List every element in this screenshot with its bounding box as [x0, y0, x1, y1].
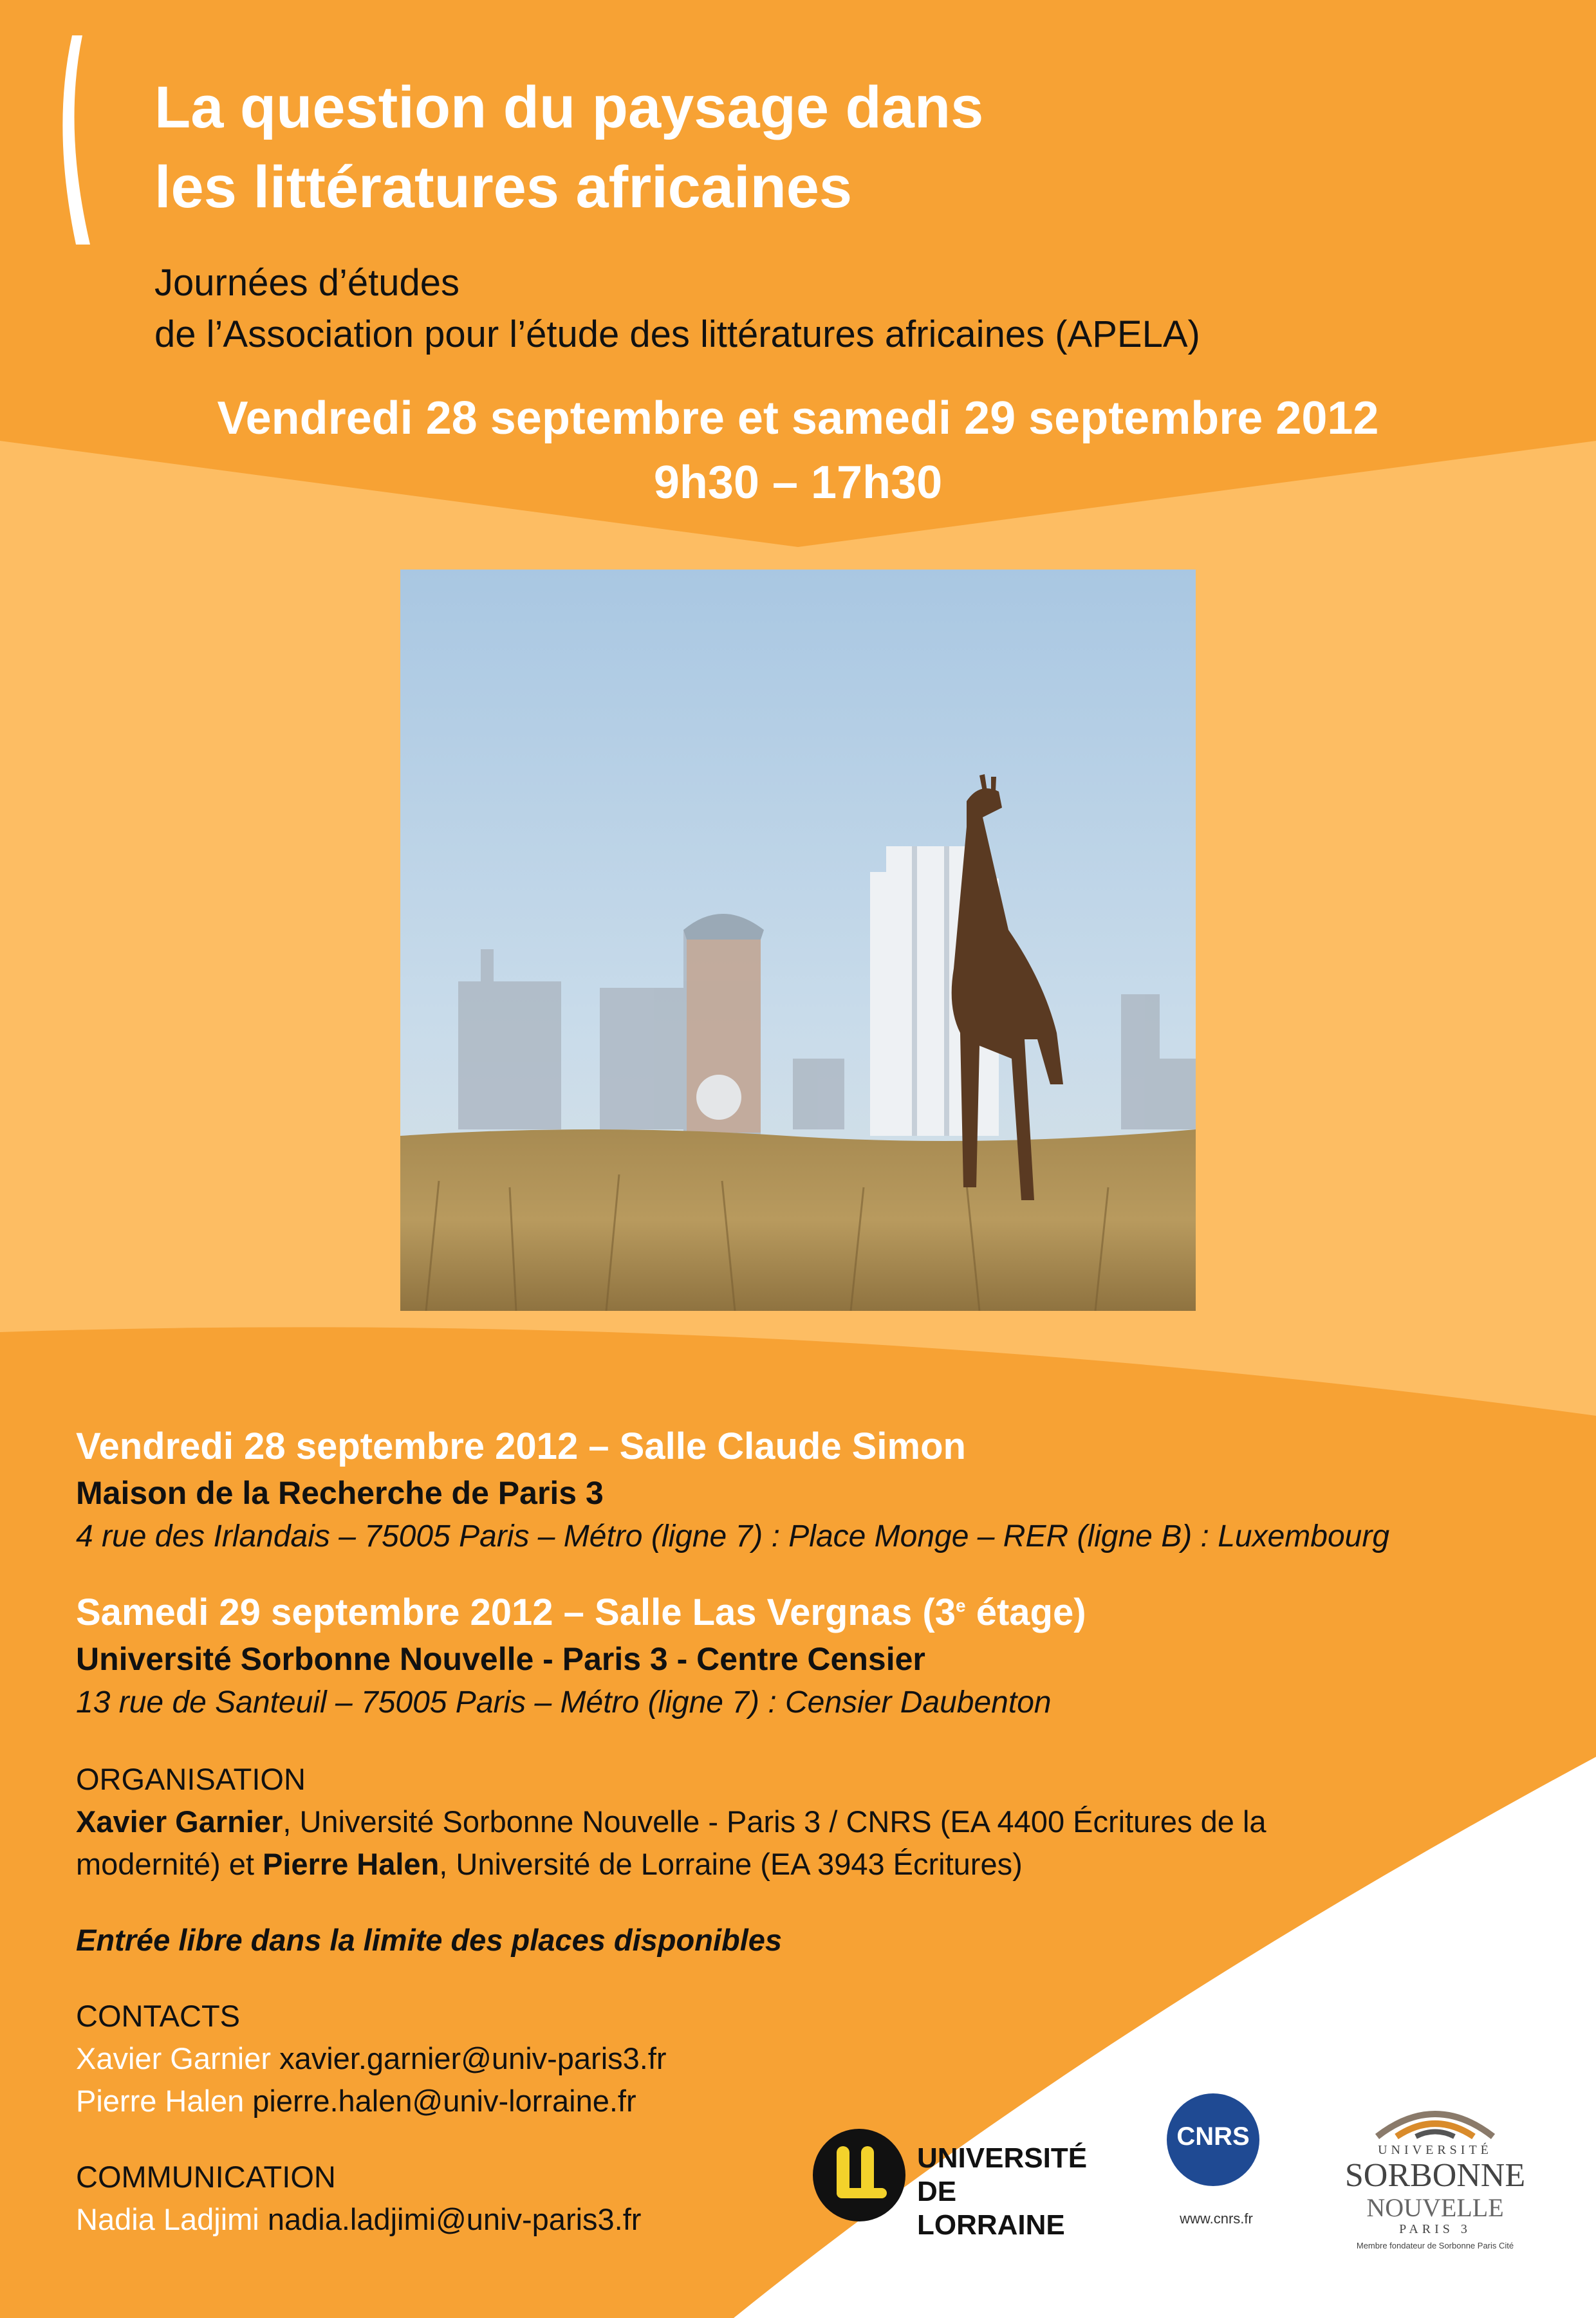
event2-address: 13 rue de Santeuil – 75005 Paris – Métro (ligne 7) : Censier Daubenton: [76, 1685, 1052, 1720]
sorbonne-nouvelle-logo: [1326, 2091, 1545, 2310]
event1-venue: Maison de la Recherche de Paris 3: [76, 1475, 604, 1511]
contact-name-2: Pierre Halen: [76, 2084, 245, 2118]
universite-de-lorraine-logo: [811, 2124, 1088, 2241]
contact-name-1: Xavier Garnier: [76, 2041, 271, 2075]
poster-title: [154, 68, 1442, 227]
event2-venue: Université Sorbonne Nouvelle - Paris 3 - Centre Censier: [76, 1641, 925, 1677]
communication-name: Nadia Ladjimi: [76, 2202, 259, 2236]
event1-heading: Vendredi 28 septembre 2012 – Salle Claude Simon: [76, 1425, 966, 1467]
communication-email[interactable]: nadia.ladjimi@univ-paris3.fr: [267, 2202, 642, 2236]
subtitle-line-1: Journées d’études: [154, 262, 459, 304]
entry-note: Entrée libre dans la limite des places disponibles: [76, 1923, 783, 1957]
event2-heading-post: étage): [965, 1591, 1086, 1633]
organisation-text-3: , Université de Lorraine (EA 3943 Écritures): [439, 1847, 1023, 1881]
title-line-2: les littératures africaines: [154, 154, 853, 220]
communication-label: COMMUNICATION: [76, 2160, 336, 2194]
event1-address: 4 rue des Irlandais – 75005 Paris – Métro (ligne 7) : Place Monge – RER (ligne B) : Luxembourg: [76, 1519, 1390, 1553]
giraffe-city-skyline-photo: [400, 570, 1196, 1311]
sorbonne-tagline: Membre fondateur de Sorbonne Paris Cité: [1356, 2241, 1514, 2250]
contacts-label: CONTACTS: [76, 1999, 241, 2033]
sorbonne-main: SORBONNE: [1344, 2157, 1526, 2194]
lorraine-line-2: DE LORRAINE: [917, 2176, 1065, 2241]
sorbonne-city: PARIS 3: [1399, 2222, 1471, 2236]
contact-email-2[interactable]: pierre.halen@univ-lorraine.fr: [252, 2084, 636, 2118]
organisation-text-1: , Université Sorbonne Nouvelle - Paris 3 / CNRS (EA 4400 Écritures de la: [283, 1804, 1267, 1839]
title-line-1: La question du paysage dans: [154, 75, 984, 140]
lorraine-line-1: UNIVERSITÉ: [917, 2142, 1088, 2174]
sorbonne-emblem-icon: [1371, 2091, 1499, 2149]
sorbonne-second: NOUVELLE: [1366, 2193, 1504, 2222]
cnrs-logo: [1146, 2091, 1287, 2239]
contact-item-1: [76, 2037, 1427, 2080]
subtitle-line-2: de l’Association pour l’étude des littératures africaines (APELA): [154, 313, 1200, 355]
lorraine-emblem-icon: [811, 2127, 907, 2223]
organisation-text-2: modernité) et: [76, 1847, 263, 1881]
cnrs-url: www.cnrs.fr: [1180, 2211, 1253, 2227]
sorbonne-top: UNIVERSITÉ: [1378, 2143, 1492, 2157]
event2-heading: [76, 1588, 1427, 1637]
event2-heading-sup: e: [956, 1595, 966, 1616]
poster-subtitle: [154, 257, 1506, 360]
cnrs-text: CNRS: [1176, 2122, 1250, 2151]
organisation-label: ORGANISATION: [76, 1762, 306, 1796]
organisation-text: [76, 1801, 1427, 1886]
dates-line-1: Vendredi 28 septembre et samedi 29 septembre 2012: [217, 393, 1379, 444]
organiser-name-2: Pierre Halen: [262, 1847, 440, 1881]
event-dates: [0, 386, 1596, 515]
dates-time: 9h30 – 17h30: [653, 457, 943, 508]
event2-heading-pre: Samedi 29 septembre 2012 – Salle Las Vergnas (3: [76, 1591, 956, 1633]
organiser-name-1: Xavier Garnier: [76, 1804, 283, 1839]
contact-email-1[interactable]: xavier.garnier@univ-paris3.fr: [279, 2041, 667, 2075]
